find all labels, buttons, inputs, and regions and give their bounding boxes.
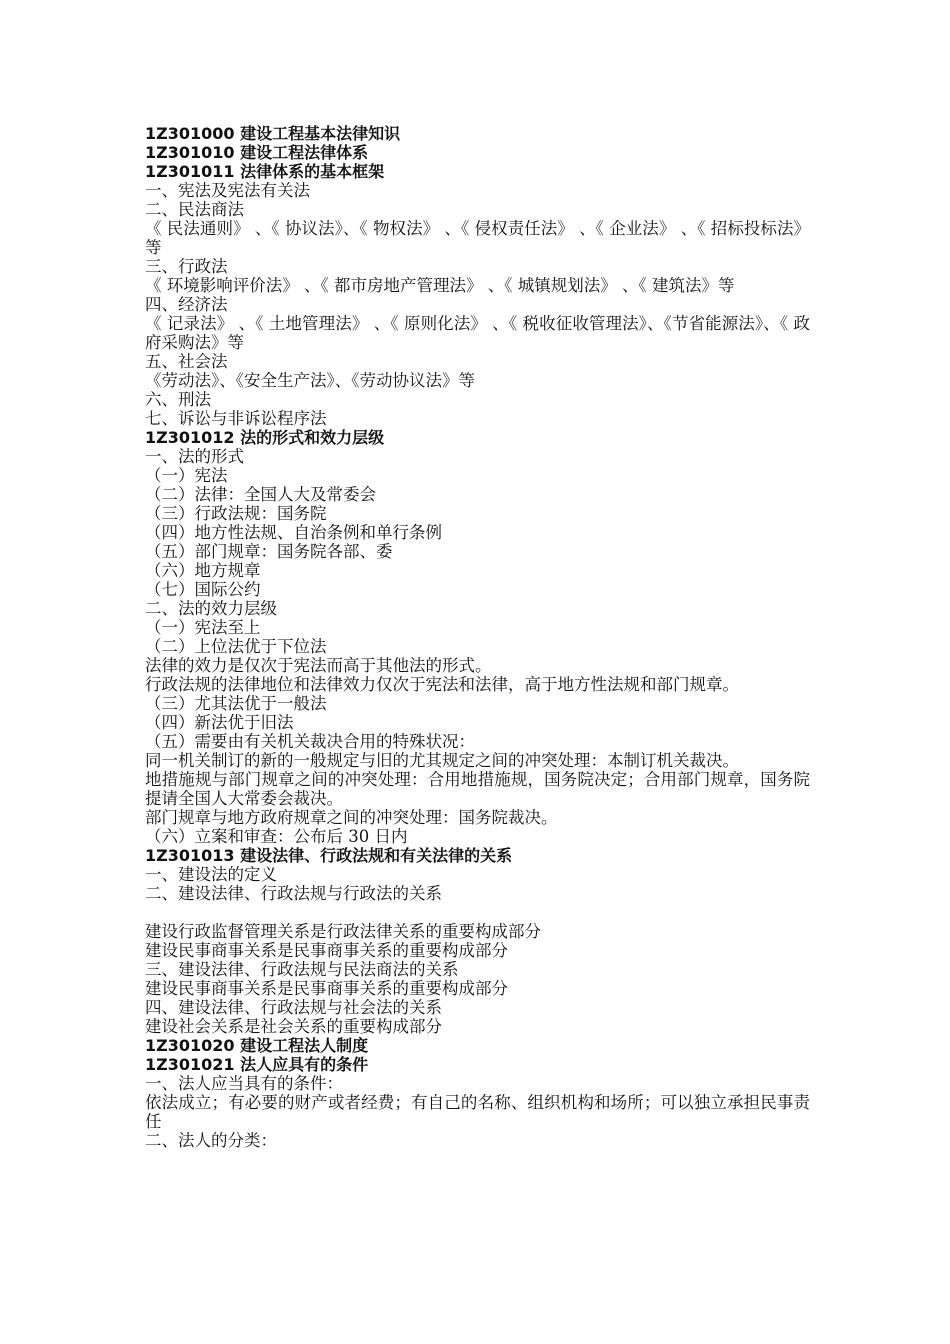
subsection-heading: 1Z301011 法律体系的基本框架 (145, 162, 385, 181)
text-line: 二、民法商法 (145, 200, 244, 219)
section-heading: 1Z301010 建设工程法律体系 (145, 143, 369, 162)
text-line: （五）需要由有关机关裁决合用的特殊状况： (145, 732, 475, 751)
text-line: 《劳动法》、《安全生产法》、《劳动协议法》等 (145, 371, 475, 390)
document-body (145, 124, 810, 1150)
text-line: （一）宪法至上 (145, 618, 261, 637)
text-line: 六、刑法 (145, 390, 211, 409)
text-line: 法律的效力是仅次于宪法而高于其他法的形式。 (145, 656, 492, 675)
text-line: 一、宪法及宪法有关法 (145, 181, 310, 200)
text-line: 一、法人应当具有的条件： (145, 1074, 343, 1093)
text-line: 二、法的效力层级 (145, 599, 277, 618)
text-line: 建设行政监督管理关系是行政法律关系的重要构成部分 (145, 922, 541, 941)
blank-line (145, 903, 810, 922)
subsection-heading: 1Z301012 法的形式和效力层级 (145, 428, 385, 447)
text-line: （四）新法优于旧法 (145, 713, 294, 732)
chapter-heading: 1Z301000 建设工程基本法律知识 (145, 124, 401, 143)
text-line: （六）立案和审查：公布后 30 日内 (145, 827, 408, 846)
subsection-heading: 1Z301013 建设法律、行政法规和有关法律的关系 (145, 846, 513, 865)
text-paragraph: 《 民法通则》 、《 协议法》、《 物权法》 、《 侵权责任法》 、《 企业法》 、《 招标投标法》等 (145, 219, 810, 257)
text-line: （五）部门规章：国务院各部、委 (145, 542, 393, 561)
text-line: （二）上位法优于下位法 (145, 637, 327, 656)
text-line: （七）国际公约 (145, 580, 261, 599)
text-line: 四、经济法 (145, 295, 228, 314)
text-line: （三）行政法规：国务院 (145, 504, 327, 523)
text-line: 一、法的形式 (145, 447, 244, 466)
section-heading: 1Z301020 建设工程法人制度 (145, 1036, 369, 1055)
text-line: 二、建设法律、行政法规与行政法的关系 (145, 884, 442, 903)
text-line: （二）法律：全国人大及常委会 (145, 485, 376, 504)
text-paragraph: 行政法规的法律地位和法律效力仅次于宪法和法律，高于地方性法规和部门规章。 (145, 675, 739, 694)
text-paragraph: 《 环境影响评价法》 、《 都市房地产管理法》 、《 城镇规划法》 、《 建筑法》等 (145, 276, 735, 295)
text-paragraph: 依法成立；有必要的财产或者经费；有自己的名称、组织机构和场所；可以独立承担民事责任 (145, 1093, 810, 1131)
text-line: 一、建设法的定义 (145, 865, 277, 884)
text-line: 七、诉讼与非诉讼程序法 (145, 409, 327, 428)
text-line: 部门规章与地方政府规章之间的冲突处理：国务院裁决。 (145, 808, 558, 827)
text-line: 四、建设法律、行政法规与社会法的关系 (145, 998, 442, 1017)
text-line: 建设民事商事关系是民事商事关系的重要构成部分 (145, 941, 508, 960)
text-line: （三）尤其法优于一般法 (145, 694, 327, 713)
text-line: 二、法人的分类： (145, 1131, 277, 1150)
text-line: 三、行政法 (145, 257, 228, 276)
subsection-heading: 1Z301021 法人应具有的条件 (145, 1055, 369, 1074)
text-line: 建设民事商事关系是民事商事关系的重要构成部分 (145, 979, 508, 998)
text-line: （一）宪法 (145, 466, 228, 485)
text-line: （六）地方规章 (145, 561, 261, 580)
text-paragraph: 地措施规与部门规章之间的冲突处理：合用地措施规，国务院决定；合用部门规章，国务院提请全国人大常委会裁决。 (145, 770, 810, 808)
text-line: （四）地方性法规、自治条例和单行条例 (145, 523, 442, 542)
text-line: 三、建设法律、行政法规与民法商法的关系 (145, 960, 459, 979)
text-line: 建设社会关系是社会关系的重要构成部分 (145, 1017, 442, 1036)
text-paragraph: 《 记录法》 、《 土地管理法》 、《 原则化法》 、《 税收征收管理法》、《节省能源法》、《 政府采购法》等 (145, 314, 810, 352)
text-line: 五、社会法 (145, 352, 228, 371)
text-paragraph: 同一机关制订的新的一般规定与旧的尤其规定之间的冲突处理：本制订机关裁决。 (145, 751, 739, 770)
